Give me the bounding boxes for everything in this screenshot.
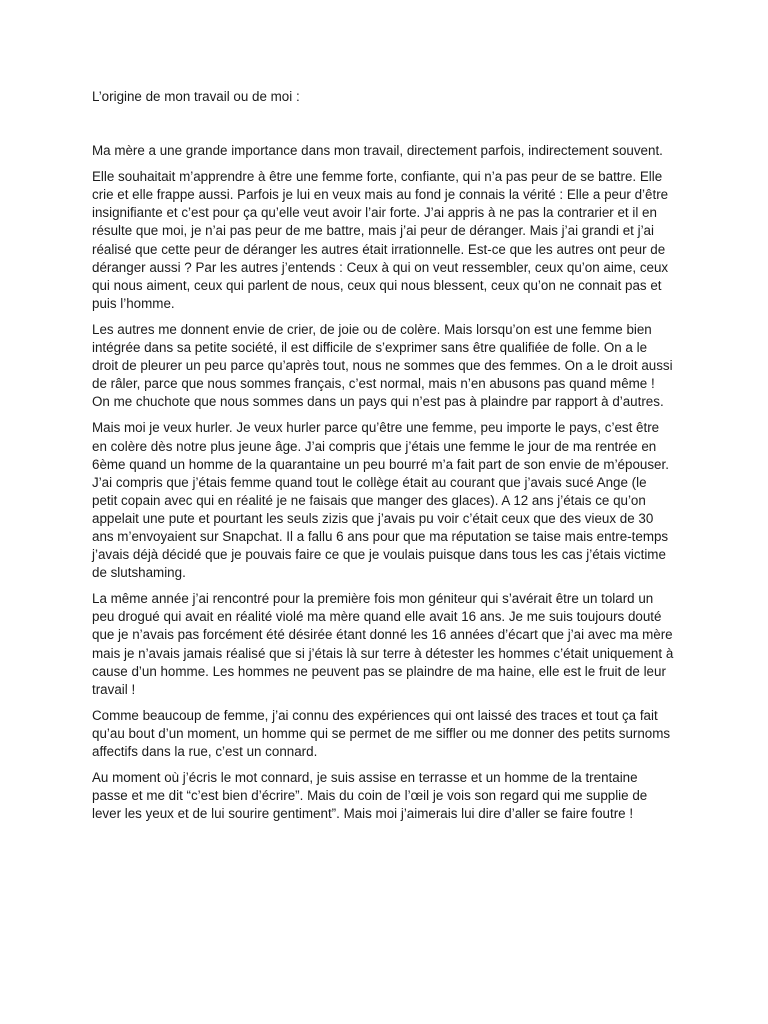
paragraph-3: Les autres me donnent envie de crier, de joie ou de colère. Mais lorsqu’on est une femme bien intégrée dans sa petite société, il est difficile de s’exprimer sans être qualifiée de folle. On a le droit de pleurer un peu parce qu’après tout, nous ne sommes que des femmes. On a le droit aussi de râler, parce que nous sommes français, c’est normal, mais n’en abusons pas quand même ! On me chuchote que nous sommes dans un pays qui n’est pas à plaindre par rapport à d’autres. xyxy=(92,321,673,410)
paragraph-2: Elle souhaitait m’apprendre à être une femme forte, confiante, qui n’a pas peur de se battre. Elle crie et elle frappe aussi. Parfois je lui en veux mais au fond je connais la vérité : Elle a peur d’être insignifiante et c’est pour ça qu’elle veut avoir l’air forte. J’ai appris à ne pas la contrarier et il en résulte que moi, je n’ai pas peur de me battre, mais j’ai peur de déranger. Mais j’ai grandi et j’ai réalisé que cette peur de déranger les autres était irrationnelle. Est-ce que les autres ont peur de déranger aussi ? Par les autres j’entends : Ceux à qui on veut ressembler, ceux qu’on aime, ceux qui nous aiment, ceux qui parlent de nous, ceux qui nous blessent, ceux qu’on ne connait pas et puis l’homme. xyxy=(92,169,669,311)
document-page xyxy=(92,88,674,831)
paragraph-6: Comme beaucoup de femme, j’ai connu des expériences qui ont laissé des traces et tout ça fait qu’au bout d’un moment, un homme qui se permet de me siffler ou me donner des petits surnoms affectifs dans la rue, c’est un connard. xyxy=(92,707,671,759)
paragraph-7: Au moment où j’écris le mot connard, je suis assise en terrasse et un homme de la trentaine passe et me dit “c’est bien d’écrire”. Mais du coin de l’œil je vois son regard qui me supplie de lever les yeux et de lui sourire gentiment”. Mais moi j’aimerais lui dire d’aller se faire foutre ! xyxy=(92,770,648,822)
paragraph-5: La même année j’ai rencontré pour la première fois mon géniteur qui s’avérait être un tolard un peu drogué qui avait en réalité violé ma mère quand elle avait 16 ans. Je me suis toujours douté que je n’avais pas forcément été désirée étant donné les 16 années d’écart que j’ai avec ma mère mais je n’avais jamais réalisé que si j’étais là sur terre à détester les hommes c’était uniquement à cause d’un homme. Les hommes ne peuvent pas se plaindre de ma haine, elle est le fruit de leur travail ! xyxy=(92,591,674,697)
document-title: L’origine de mon travail ou de moi : xyxy=(92,89,300,104)
paragraph-4: Mais moi je veux hurler. Je veux hurler parce qu’être une femme, peu importe le pays, c’est être en colère dès notre plus jeune âge. J’ai compris que j’étais une femme le jour de ma rentrée en 6ème quand un homme de la quarantaine un peu bourré m’a fait part de son envie de m’épouser. J’ai compris que j’étais femme quand tout le collège était au courant que j’avais sucé Ange (le petit copain avec qui en réalité je ne faisais que manger des glaces). A 12 ans j’étais ce qu’on appelait une pute et pourtant les seuls zizis que j’avais pu voir c’était ceux que des vieux de 30 ans m’envoyaient sur Snapchat. Il a fallu 6 ans pour que ma réputation se taise mais entre-temps j’avais déjà décidé que je pouvais faire ce que je voulais puisque dans tous les cas j’étais victime de slutshaming. xyxy=(92,420,669,581)
paragraph-1: Ma mère a une grande importance dans mon travail, directement parfois, indirectement souvent. xyxy=(92,143,663,159)
